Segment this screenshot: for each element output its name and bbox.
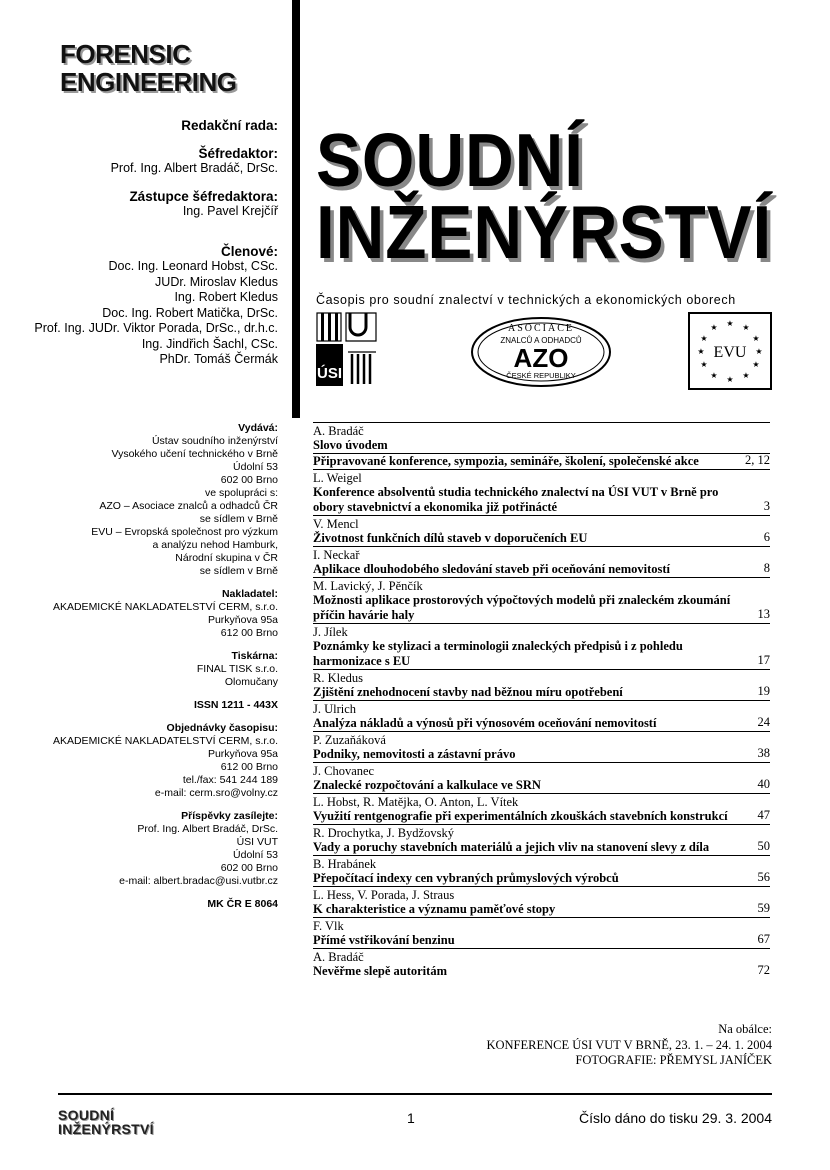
toc-title: Životnost funkčních dílů staveb v doporučeních EU [313, 531, 588, 545]
toc-page: 17 [757, 653, 770, 667]
publisher-line: Purkyňova 95a [207, 614, 278, 626]
toc-page: 56 [757, 870, 770, 884]
toc-page: 40 [757, 777, 770, 791]
toc-author: J. Jílek [313, 625, 348, 639]
toc-page: 3 [763, 499, 770, 513]
journal-title-line-1: SOUDNÍ [316, 118, 584, 202]
svg-text:★: ★ [726, 319, 734, 328]
toc-entry[interactable] [313, 669, 770, 700]
cover-note [486, 1022, 772, 1069]
toc-entry[interactable] [313, 700, 770, 731]
publisher-line: 612 00 Brno [220, 627, 278, 639]
toc-author: I. Neckař [313, 548, 360, 562]
toc-author: P. Zuzaňáková [313, 733, 386, 747]
contrib-line: 602 00 Brno [220, 862, 278, 874]
journal-subtitle: Časopis pro soudní znalectví v technických a ekonomických oborech [316, 293, 736, 307]
toc-page: 50 [757, 839, 770, 853]
toc-title: Aplikace dlouhodobého sledování staveb při oceňování nemovitostí [313, 562, 670, 576]
toc-author: R. Kledus [313, 671, 363, 685]
editorial-board [34, 118, 278, 368]
board-member: PhDr. Tomáš Čermák [159, 352, 278, 366]
orders-line: tel./fax: 541 244 189 [182, 774, 278, 786]
azo-logo-big: AZO [513, 343, 569, 373]
issued-line: Národní skupina v ČR [175, 552, 278, 564]
board-member: JUDr. Miroslav Kledus [155, 274, 278, 289]
svg-text:★: ★ [697, 347, 705, 356]
toc-entry[interactable] [313, 855, 770, 886]
toc-author: V. Mencl [313, 517, 359, 531]
contrib-line: Údolní 53 [233, 849, 278, 861]
toc-page: 13 [757, 607, 770, 621]
toc-author: M. Lavický, J. Pěnčík [313, 579, 423, 593]
cover-note-label: Na obálce: [718, 1022, 772, 1036]
series-title [60, 40, 237, 96]
publisher-info [53, 422, 278, 911]
svg-text:★: ★ [700, 360, 708, 369]
orders-line: AKADEMICKÉ NAKLADATELSTVÍ CERM, s.r.o. [52, 735, 278, 747]
toc-entry[interactable] [313, 469, 770, 515]
toc-page: 47 [757, 808, 770, 822]
toc-author: B. Hrabánek [313, 857, 377, 871]
publisher-label: Nakladatel: [221, 588, 278, 600]
toc-entry[interactable] [313, 623, 770, 669]
cover-note-line: FOTOGRAFIE: PŘEMYSL JANÍČEK [575, 1053, 772, 1067]
vertical-divider [292, 0, 300, 418]
svg-text:★: ★ [752, 334, 760, 343]
svg-text:★: ★ [710, 323, 718, 332]
toc-entry[interactable] [313, 917, 770, 948]
issued-line: se sídlem v Brně [199, 513, 278, 525]
toc-author: L. Hobst, R. Matějka, O. Anton, L. Vítek [313, 795, 519, 809]
chief-editor-label: Šéfredaktor: [198, 145, 278, 161]
evu-logo-text: EVU [713, 344, 747, 361]
board-member: Ing. Robert Kledus [174, 290, 278, 304]
toc-page: 59 [757, 901, 770, 915]
toc-title: Poznámky ke stylizaci a terminologii znaleckých předpisů i z pohledu harmonizace s EU [313, 639, 683, 668]
azo-logo-bottom: ČESKÉ REPUBLIKY [506, 371, 576, 380]
toc-author: J. Chovanec [313, 764, 375, 778]
board-member: Ing. Jindřich Šachl, CSc. [141, 336, 278, 351]
issn: ISSN 1211 - 443X [193, 699, 278, 711]
journal-title [316, 118, 773, 274]
issued-label: Vydává: [238, 422, 278, 434]
board-member: Doc. Ing. Leonard Hobst, CSc. [108, 259, 278, 273]
issued-line: se sídlem v Brně [199, 565, 278, 577]
svg-text:★: ★ [742, 371, 750, 380]
toc-title: Přímé vstřikování benzinu [313, 933, 455, 947]
toc-title: Zjištění znehodnocení stavby nad běžnou míru opotřebení [313, 685, 623, 699]
toc-title: Připravované konference, sympozia, semináře, školení, společenské akce [313, 454, 699, 468]
board-member: Prof. Ing. JUDr. Viktor Porada, DrSc., dr.h.c. [34, 321, 278, 335]
toc-entry[interactable] [313, 762, 770, 793]
contrib-line: e-mail: albert.bradac@usi.vutbr.cz [119, 875, 278, 887]
toc-author: A. Bradáč [313, 424, 364, 438]
toc-entry[interactable] [313, 515, 770, 546]
printer-line: Olomučany [224, 676, 278, 688]
toc-author: A. Bradáč [313, 950, 364, 964]
table-of-contents [313, 422, 770, 979]
series-title-line-2: ENGINEERING [60, 67, 237, 97]
toc-title: Analýza nákladů a výnosů při výnosovém oceňování nemovitostí [313, 716, 657, 730]
toc-title: Konference absolventů studia technického znalectví na ÚSI VUT v Brně pro obory stavebnictví a ekonomika již potřinácté [313, 485, 719, 514]
series-title-line-1: FORENSIC [60, 39, 191, 69]
journal-title-line-2: INŽENÝRSTVÍ [316, 190, 773, 274]
issued-line: EVU – Evropská společnost pro výzkum [91, 526, 278, 538]
toc-title: Vady a poruchy stavebních materiálů a jejich vliv na stanovení slevy z díla [313, 840, 710, 854]
toc-author: L. Hess, V. Porada, J. Straus [313, 888, 455, 902]
toc-entry[interactable] [313, 546, 770, 577]
orders-label: Objednávky časopisu: [166, 722, 278, 734]
chief-editor: Prof. Ing. Albert Bradáč, DrSc. [110, 161, 278, 175]
deputy-editor: Ing. Pavel Krejčíř [182, 204, 278, 218]
toc-page: 24 [757, 715, 770, 729]
issued-line: ve spolupráci s: [205, 487, 278, 499]
footer-logo-line-2: INŽENÝRSTVÍ [58, 1121, 154, 1137]
svg-text:★: ★ [726, 375, 734, 384]
footer-rule [58, 1093, 772, 1095]
footer-logo [58, 1108, 154, 1136]
issued-line: Vysokého učení technického v Brně [111, 448, 278, 460]
members-label: Členové: [220, 243, 278, 259]
toc-title: Využití rentgenografie při experimentálních zkouškách stavebních konstrukcí [313, 809, 728, 823]
contrib-line: Prof. Ing. Albert Bradáč, DrSc. [137, 823, 278, 835]
toc-entry[interactable] [313, 577, 770, 623]
toc-entry[interactable] [313, 793, 770, 824]
footer-logo-line-1: SOUDNÍ [58, 1107, 115, 1123]
toc-author: L. Weigel [313, 471, 362, 485]
toc-page: 8 [763, 561, 770, 575]
toc-title: Přepočítací indexy cen vybraných průmyslových výrobců [313, 871, 619, 885]
page-number: 1 [407, 1110, 415, 1126]
toc-author: R. Drochytka, J. Bydžovský [313, 826, 454, 840]
toc-page: 6 [763, 530, 770, 544]
toc-page: 2, 12 [745, 453, 770, 467]
svg-text:★: ★ [710, 371, 718, 380]
svg-text:★: ★ [700, 334, 708, 343]
usi-logo-text: ÚSI [316, 365, 343, 382]
svg-text:★: ★ [752, 360, 760, 369]
azo-logo-top: ASOCIACE [507, 323, 575, 334]
issued-line: 602 00 Brno [220, 474, 278, 486]
issued-line: AZO – Asociace znalců a odhadců ČR [99, 500, 278, 512]
toc-entry[interactable] [313, 948, 770, 979]
azo-logo [470, 316, 612, 388]
printer-label: Tiskárna: [231, 650, 278, 662]
board-member: Doc. Ing. Robert Matička, DrSc. [102, 305, 278, 320]
contrib-line: ÚSI VUT [236, 836, 278, 848]
publisher-line: AKADEMICKÉ NAKLADATELSTVÍ CERM, s.r.o. [52, 601, 278, 613]
toc-title: Možnosti aplikace prostorových výpočtových modelů při znaleckém zkoumání příčin havárie haly [313, 593, 731, 622]
toc-page: 72 [757, 963, 770, 977]
toc-page: 67 [757, 932, 770, 946]
orders-line: e-mail: cerm.sro@volny.cz [154, 787, 278, 799]
deputy-editor-label: Zástupce šéfredaktora: [129, 188, 278, 204]
board-heading: Redakční rada: [181, 118, 278, 133]
toc-title: Znalecké rozpočtování a kalkulace ve SRN [313, 778, 541, 792]
contrib-label: Příspěvky zasílejte: [181, 810, 278, 822]
toc-title: K charakteristice a významu paměťové stopy [313, 902, 556, 916]
toc-title: Nevěřme slepě autoritám [313, 964, 447, 978]
svg-text:★: ★ [742, 323, 750, 332]
issued-line: a analýzu nehod Hamburk, [152, 539, 278, 551]
toc-entry[interactable] [313, 731, 770, 762]
azo-logo-mid: ZNALCŮ A ODHADCŮ [500, 336, 582, 345]
usi-logo [316, 312, 378, 386]
cover-note-line: KONFERENCE ÚSI VUT V BRNĚ, 23. 1. – 24. 1. 2004 [486, 1037, 772, 1052]
print-date: Číslo dáno do tisku 29. 3. 2004 [578, 1110, 772, 1126]
toc-author: F. Vlk [313, 919, 344, 933]
toc-title: Podniky, nemovitosti a zástavní právo [313, 747, 516, 761]
toc-entry[interactable] [313, 824, 770, 855]
toc-title: Slovo úvodem [313, 438, 388, 452]
toc-page: 38 [757, 746, 770, 760]
toc-entry[interactable] [313, 886, 770, 917]
issued-line: Ústav soudního inženýrství [151, 435, 278, 447]
svg-text:★: ★ [755, 347, 763, 356]
registration-number: MK ČR E 8064 [207, 898, 278, 910]
toc-page: 19 [757, 684, 770, 698]
evu-logo [688, 312, 772, 390]
toc-entry[interactable] [313, 453, 770, 469]
printer-line: FINAL TISK s.r.o. [196, 663, 278, 675]
issued-line: Údolní 53 [233, 461, 278, 473]
orders-line: Purkyňova 95a [207, 748, 278, 760]
toc-entry[interactable] [313, 422, 770, 453]
orders-line: 612 00 Brno [220, 761, 278, 773]
toc-author: J. Ulrich [313, 702, 357, 716]
